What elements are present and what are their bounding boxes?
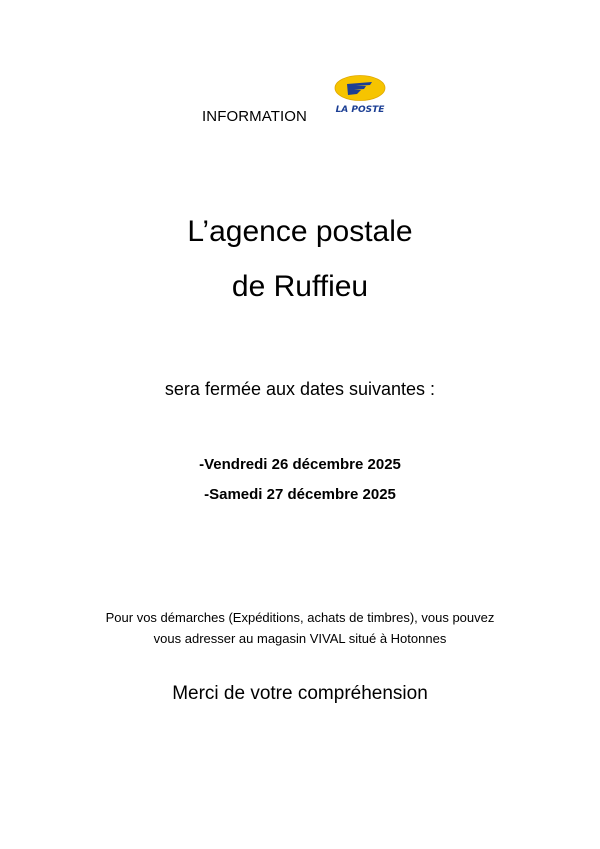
subtitle: sera fermée aux dates suivantes : xyxy=(164,379,436,399)
title-line-2: de Ruffieu xyxy=(231,270,369,303)
notice-line-1: Pour vos démarches (Expéditions, achats de timbres), vous pouvez xyxy=(105,610,495,625)
la-poste-logo xyxy=(326,74,394,116)
closing-date: -Samedi 27 décembre 2025 xyxy=(204,486,396,503)
title-line-1: L’agence postale xyxy=(187,215,413,248)
thanks-message: Merci de votre compréhension xyxy=(172,683,428,704)
logo-wordmark: LA POSTE xyxy=(335,105,385,115)
information-label: INFORMATION xyxy=(202,108,307,125)
closing-date: -Vendredi 26 décembre 2025 xyxy=(199,456,401,473)
notice-line-2: vous adresser au magasin VIVAL situé à Hotonnes xyxy=(153,631,447,646)
